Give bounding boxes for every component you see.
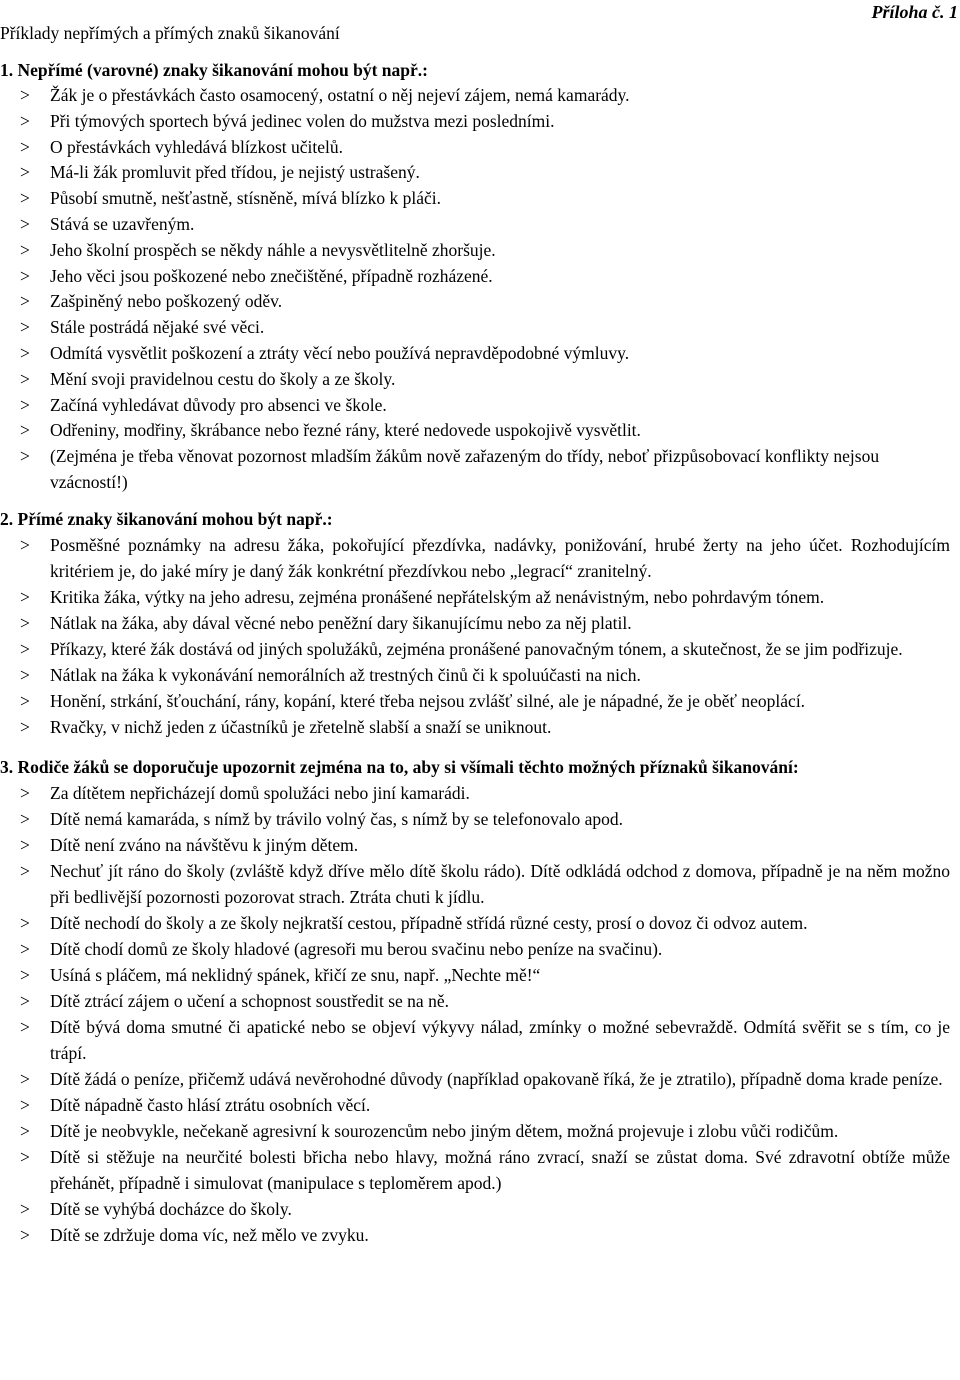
list-item (0, 962, 950, 988)
list-item-text: Nátlak na žáka, aby dával věcné nebo peněžní dary šikanujícímu nebo za něj platil. (50, 612, 632, 633)
list-item (0, 780, 950, 806)
list-item-text: Jeho věci jsou poškozené nebo znečištěné, případně rozházené. (50, 265, 493, 286)
list-item-text: Dítě se vyhýbá docházce do školy. (50, 1198, 292, 1219)
bullet-marker: > (20, 291, 30, 312)
section-heading: 3. Rodiče žáků se doporučuje upozornit zejména na to, aby si všímali těchto možných příznaků šikanování: (0, 756, 799, 777)
list-item-text: Jeho školní prospěch se někdy náhle a nevysvětlitelně zhoršuje. (50, 239, 496, 260)
bullet-marker: > (20, 834, 30, 855)
bullet-marker: > (20, 612, 30, 633)
bullet-marker: > (20, 912, 30, 933)
bullet-marker: > (20, 265, 30, 286)
list-item-text: Stále postrádá nějaké své věci. (50, 317, 265, 338)
list-item-text: Rvačky, v nichž jeden z účastníků je zřetelně slabší a snaží se uniknout. (50, 716, 552, 737)
list-item (0, 832, 950, 858)
list-item-text: Mění svoji pravidelnou cestu do školy a ze školy. (50, 368, 396, 389)
bullet-marker: > (20, 1146, 30, 1167)
bullet-marker: > (20, 136, 30, 157)
list-item-text: Dítě si stěžuje na neurčité bolesti břicha nebo hlavy, možná ráno zvrací, snaží se zůstat doma. Své zdravotní obtíže může přehánět, případně i simulovat (manipulace s teploměrem apod.) (50, 1146, 950, 1193)
bullet-marker: > (20, 368, 30, 389)
bullet-marker: > (20, 1224, 30, 1245)
list-item-text: Zašpiněný nebo poškozený oděv. (50, 291, 283, 312)
list-item-text: Odmítá vysvětlit poškození a ztráty věcí nebo používá nepravděpodobné výmluvy. (50, 342, 630, 363)
list-item-text: Dítě chodí domů ze školy hladové (agresoři mu berou svačinu nebo peníze na svačinu). (50, 938, 663, 959)
list-item-text: Začíná vyhledávat důvody pro absenci ve škole. (50, 394, 387, 415)
list-item-text: Dítě ztrácí zájem o učení a schopnost soustředit se na ně. (50, 990, 449, 1011)
section-heading: 1. Nepřímé (varovné) znaky šikanování mohou být např.: (0, 60, 428, 80)
bullet-marker: > (20, 990, 30, 1011)
bullet-marker: > (20, 690, 30, 711)
list-item (0, 135, 950, 161)
bullet-marker: > (20, 394, 30, 415)
bullet-marker: > (20, 162, 30, 183)
list-item (0, 532, 950, 584)
section-direct-signs (0, 506, 950, 740)
bullet-marker: > (20, 938, 30, 959)
list-item (0, 1014, 950, 1066)
list-item-text: Dítě nemá kamaráda, s nímž by trávilo volný čas, s nímž by se telefonovalo apod. (50, 808, 623, 829)
bullet-marker: > (20, 213, 30, 234)
list-item (0, 315, 950, 341)
bullet-marker: > (20, 420, 30, 441)
bullet-marker: > (20, 188, 30, 209)
list-item (0, 806, 950, 832)
document-title: Příklady nepřímých a přímých znaků šikanování (0, 23, 340, 43)
bullet-marker: > (20, 782, 30, 803)
list-item-text: Působí smutně, nešťastně, stísněně, mívá blízko k pláči. (50, 188, 441, 209)
list-item-text: Žák je o přestávkách často osamocený, ostatní o něj nejeví zájem, nemá kamarády. (50, 85, 630, 105)
list-item (0, 662, 950, 688)
list-item (0, 393, 950, 419)
appendix-label: Příloha č. 1 (871, 2, 958, 22)
bullet-marker: > (20, 860, 30, 881)
bullet-marker: > (20, 1068, 30, 1089)
list-item (0, 83, 950, 109)
list-item-text: Dítě žádá o peníze, přičemž udává nevěrohodné důvody (například opakovaně říká, že je ztratilo), případně doma krade peníze. (50, 1068, 943, 1089)
list-item (0, 367, 950, 393)
list-item-text: Při týmových sportech bývá jedinec volen do mužstva mezi posledními. (50, 110, 555, 131)
section-indirect-signs (0, 57, 950, 496)
list-item (0, 1144, 950, 1196)
list-item-text: Dítě se zdržuje doma víc, než mělo ve zvyku. (50, 1224, 369, 1245)
bullet-list (0, 780, 950, 1248)
list-item-text: Dítě není zváno na návštěvu k jiným dětem. (50, 834, 359, 855)
bullet-marker: > (20, 534, 30, 555)
list-item-text: Posměšné poznámky na adresu žáka, pokořující přezdívka, nadávky, ponižování, hrubé žerty na jeho účet. Rozhodujícím kritériem je, do jaké míry je daný žák konkrétní přezdívkou nebo „legrací“ zranitelný. (50, 534, 950, 581)
list-item (0, 341, 950, 367)
list-item (0, 936, 950, 962)
bullet-marker: > (20, 808, 30, 829)
list-item (0, 688, 950, 714)
list-item (0, 714, 950, 740)
list-item (0, 289, 950, 315)
document-body (0, 57, 950, 1248)
list-item (0, 1118, 950, 1144)
list-item-text: Nátlak na žáka k vykonávání nemorálních až trestných činů či k spoluúčasti na nich. (50, 664, 641, 685)
list-item-text: Má-li žák promluvit před třídou, je nejistý ustrašený. (50, 162, 420, 183)
list-item (0, 858, 950, 910)
list-item (0, 418, 950, 444)
section-parent-signs (0, 754, 950, 1248)
list-item-text: Nechuť jít ráno do školy (zvláště když dříve mělo dítě školu rádo). Dítě odkládá odchod z domova, případně je na něm možno při bedlivější pozornosti pozorovat strach. Ztráta chuti k jídlu. (50, 860, 950, 907)
bullet-list (0, 83, 950, 496)
list-item (0, 910, 950, 936)
bullet-marker: > (20, 638, 30, 659)
list-item-text: Honění, strkání, šťouchání, rány, kopání, které třeba nejsou zvlášť silné, ale je nápadné, že je oběť neoplácí. (50, 690, 806, 711)
list-item-text: Stává se uzavřeným. (50, 213, 195, 234)
list-item (0, 636, 950, 662)
bullet-marker: > (20, 1120, 30, 1141)
bullet-marker: > (20, 239, 30, 260)
list-item-text: (Zejména je třeba věnovat pozornost mladším žákům nově zařazeným do třídy, neboť přizpůsobovací konflikty nejsou vzácností!) (50, 446, 880, 492)
bullet-marker: > (20, 1198, 30, 1219)
bullet-marker: > (20, 1094, 30, 1115)
list-item-text: Dítě nápadně často hlásí ztrátu osobních věcí. (50, 1094, 371, 1115)
list-item (0, 444, 950, 496)
list-item-text: Dítě nechodí do školy a ze školy nejkratší cestou, případně střídá různé cesty, prosí o dovoz či odvoz autem. (50, 912, 808, 933)
list-item-text: Příkazy, které žák dostává od jiných spolužáků, zejména pronášené panovačným tónem, a skutečnost, že se jim podřizuje. (50, 638, 903, 659)
bullet-list (0, 532, 950, 740)
list-item (0, 610, 950, 636)
bullet-marker: > (20, 964, 30, 985)
list-item-text: Za dítětem nepřicházejí domů spolužáci nebo jiní kamarádi. (50, 782, 470, 803)
bullet-marker: > (20, 1016, 30, 1037)
list-item (0, 1222, 950, 1248)
bullet-marker: > (20, 664, 30, 685)
bullet-marker: > (20, 317, 30, 338)
list-item-text: Odřeniny, modřiny, škrábance nebo řezné rány, které nedovede uspokojivě vysvětlit. (50, 420, 641, 441)
bullet-marker: > (20, 110, 30, 131)
list-item (0, 584, 950, 610)
list-item-text: Dítě je neobvykle, nečekaně agresivní k sourozencům nebo jiným dětem, možná projevuje i zlobu vůči rodičům. (50, 1120, 839, 1141)
list-item (0, 1092, 950, 1118)
list-item-text: O přestávkách vyhledává blízkost učitelů. (50, 136, 344, 157)
list-item (0, 1196, 950, 1222)
list-item (0, 212, 950, 238)
list-item (0, 988, 950, 1014)
bullet-marker: > (20, 85, 30, 105)
list-item (0, 238, 950, 264)
list-item (0, 1066, 950, 1092)
list-item (0, 109, 950, 135)
list-item (0, 264, 950, 290)
list-item-text: Dítě bývá doma smutné či apatické nebo se objeví výkyvy nálad, zmínky o možné sebevraždě. Odmítá svěřit se s tím, co je trápí. (50, 1016, 950, 1063)
bullet-marker: > (20, 446, 30, 467)
list-item (0, 160, 950, 186)
list-item (0, 186, 950, 212)
list-item-text: Usíná s pláčem, má neklidný spánek, křičí ze snu, např. „Nechte mě!“ (50, 964, 541, 985)
bullet-marker: > (20, 342, 30, 363)
bullet-marker: > (20, 586, 30, 607)
section-heading: 2. Přímé znaky šikanování mohou být např.: (0, 508, 333, 529)
bullet-marker: > (20, 716, 30, 737)
list-item-text: Kritika žáka, výtky na jeho adresu, zejména pronášené nepřátelským až nenávistným, nebo pohrdavým tónem. (50, 586, 825, 607)
